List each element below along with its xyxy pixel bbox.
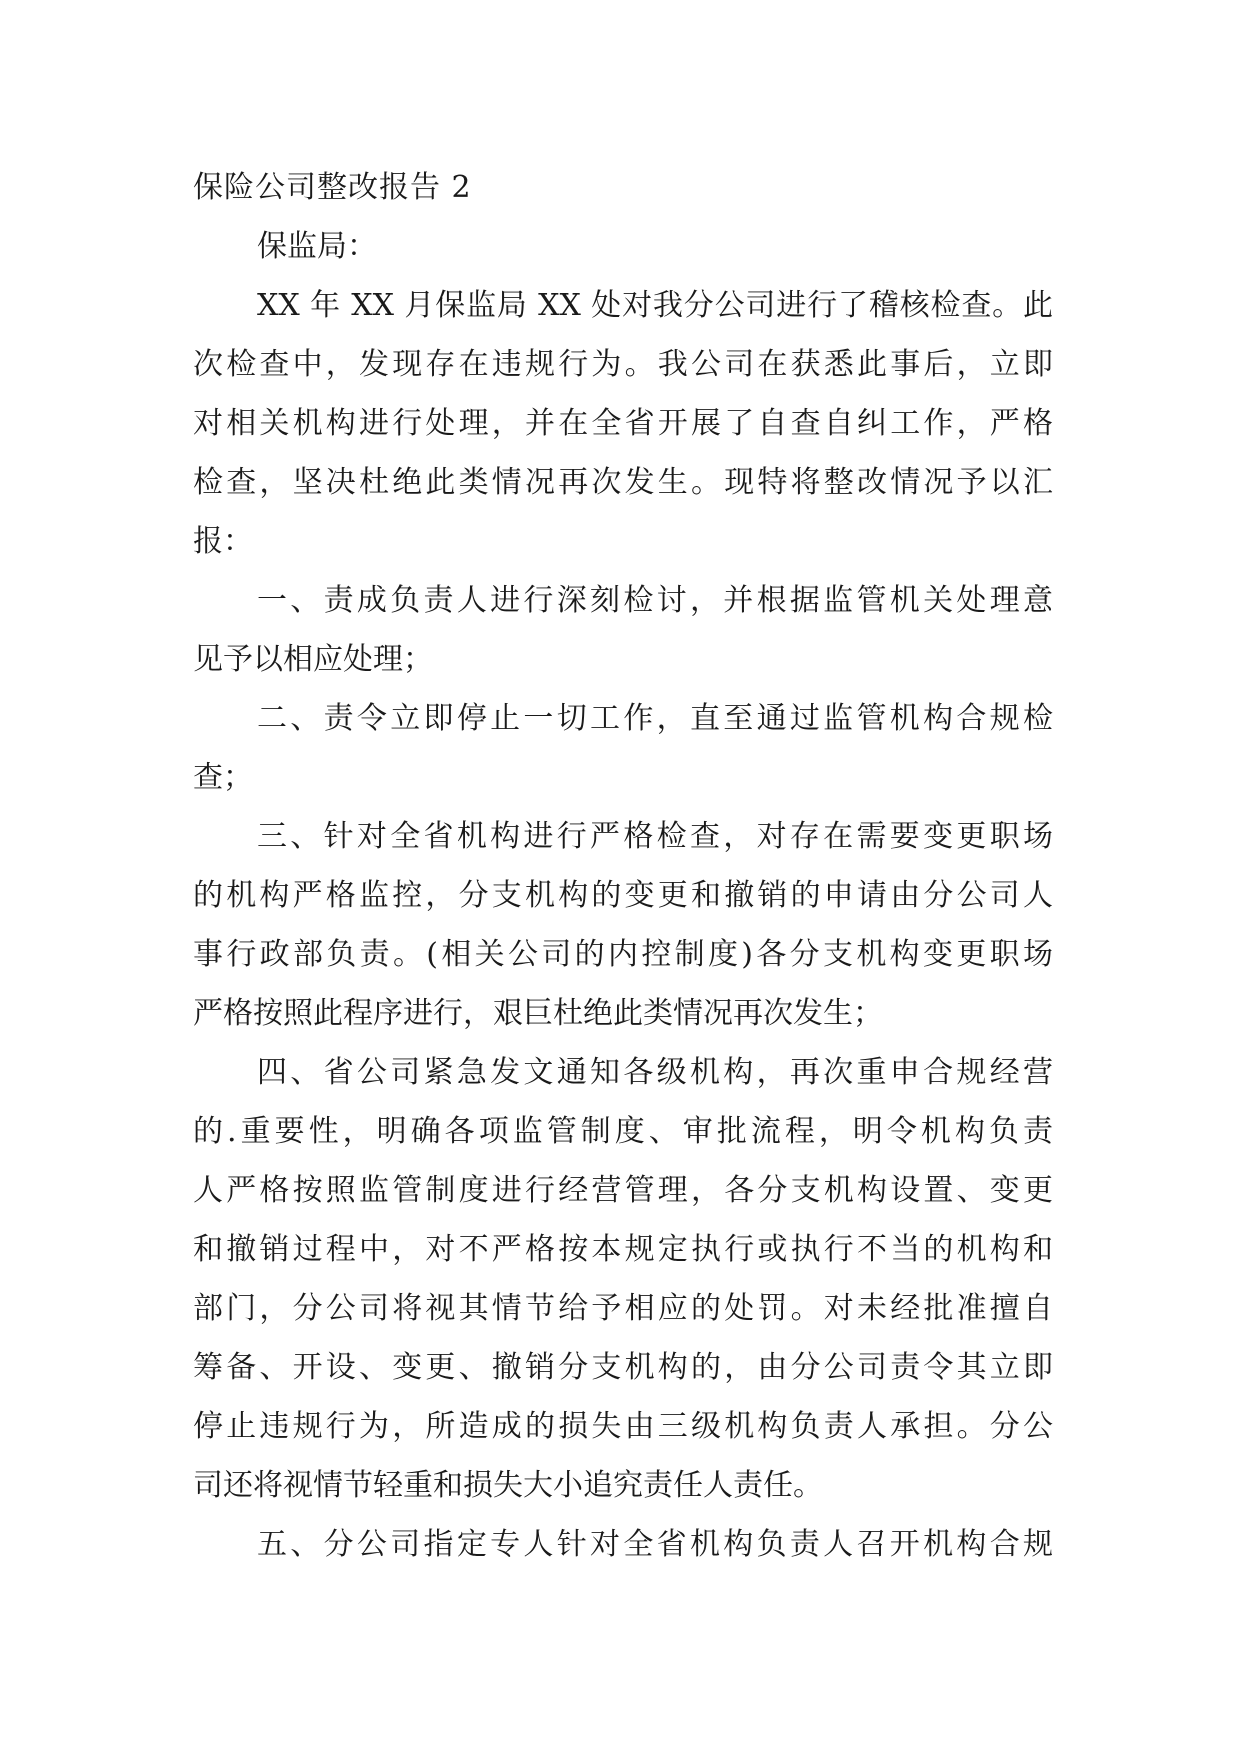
paragraph-line: 见予以相应处理；: [193, 642, 433, 677]
paragraph-line: 查；: [193, 760, 253, 795]
salutation: 保监局：: [257, 229, 377, 264]
paragraph-line: 五、分公司指定专人针对全省机构负责人召开机构合规: [257, 1527, 1053, 1562]
paragraph-line: 四、省公司紧急发文通知各级机构，再次重申合规经营: [257, 1055, 1053, 1090]
paragraph-line: 的.重要性，明确各项监管制度、审批流程，明令机构负责: [193, 1114, 1053, 1149]
paragraph-line: 二、责令立即停止一切工作，直至通过监管机构合规检: [257, 701, 1053, 736]
paragraph-item-1: [193, 571, 1053, 689]
paragraph-line: 对相关机构进行处理，并在全省开展了自查自纠工作，严格: [193, 406, 1053, 441]
paragraph-line: 事行政部负责。(相关公司的内控制度)各分支机构变更职场: [193, 937, 1053, 972]
paragraph-line: 人严格按照监管制度进行经营管理，各分支机构设置、变更: [193, 1173, 1053, 1208]
paragraph-line: XX 年 XX 月保监局 XX 处对我分公司进行了稽核检查。此: [257, 288, 1053, 323]
paragraph-line: 和撤销过程中，对不严格按本规定执行或执行不当的机构和: [193, 1232, 1053, 1267]
paragraph-line: 次检查中，发现存在违规行为。我公司在获悉此事后，立即: [193, 347, 1053, 382]
paragraph-item-5: [193, 1515, 1053, 1574]
paragraph-line: 检查，坚决杜绝此类情况再次发生。现特将整改情况予以汇: [193, 465, 1053, 500]
paragraph-item-2: [193, 689, 1053, 807]
document-title: 保险公司整改报告 2: [193, 170, 472, 205]
paragraph-line: 严格按照此程序进行，艰巨杜绝此类情况再次发生；: [193, 996, 883, 1031]
paragraph-line: 报：: [193, 524, 253, 559]
paragraph-intro: [193, 276, 1053, 571]
paragraph-line: 停止违规行为，所造成的损失由三级机构负责人承担。分公: [193, 1409, 1053, 1444]
document-body: [193, 158, 1053, 1574]
paragraph-line: 三、针对全省机构进行严格检查，对存在需要变更职场: [257, 819, 1053, 854]
paragraph-line: 的机构严格监控，分支机构的变更和撤销的申请由分公司人: [193, 878, 1053, 913]
paragraph-line: 一、责成负责人进行深刻检讨，并根据监管机关处理意: [257, 583, 1053, 618]
paragraph-line: 司还将视情节轻重和损失大小追究责任人责任。: [193, 1468, 823, 1503]
paragraph-item-4: [193, 1043, 1053, 1515]
paragraph-item-3: [193, 807, 1053, 1043]
paragraph-line: 筹备、开设、变更、撤销分支机构的，由分公司责令其立即: [193, 1350, 1053, 1385]
paragraph-line: 部门，分公司将视其情节给予相应的处罚。对未经批准擅自: [193, 1291, 1053, 1326]
